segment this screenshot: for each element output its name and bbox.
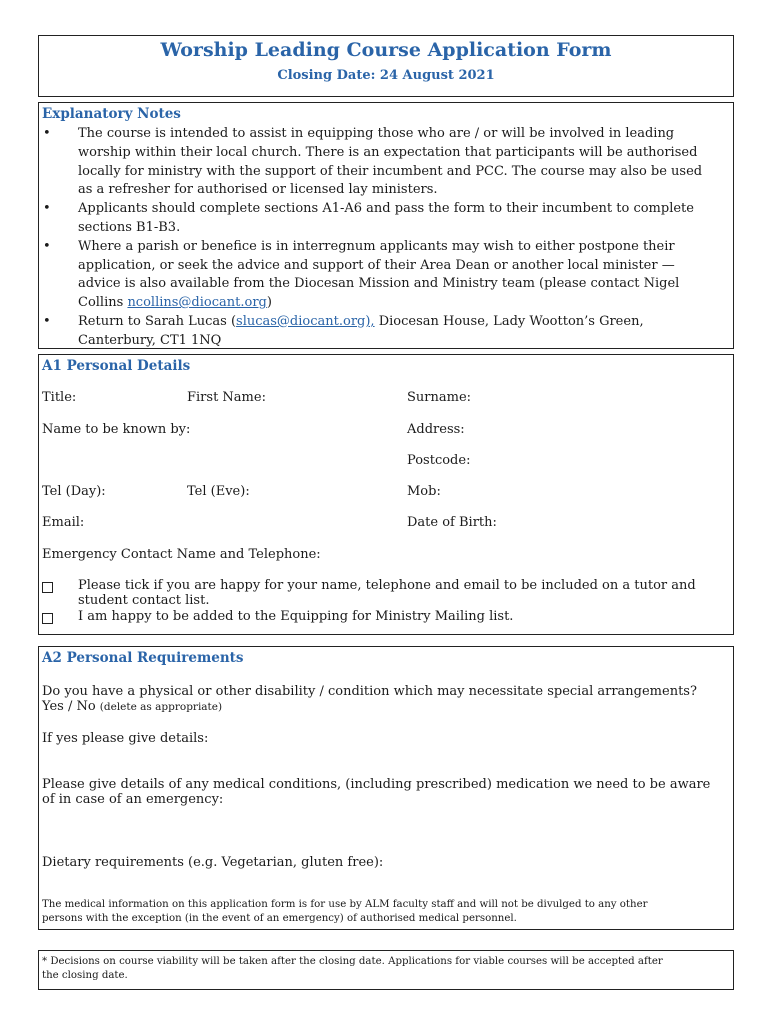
mailing-list-checkbox[interactable] <box>42 613 53 624</box>
mailing-list-label: I am happy to be added to the Equipping for Ministry Mailing list. <box>78 609 514 624</box>
list-item: • Return to Sarah Lucas (slucas@diocant.org), Diocesan House, Lady Wootton’s Green, Canterbury, CT1 1NQ <box>43 313 644 348</box>
personal-details-section <box>38 354 734 635</box>
tel-eve-field[interactable]: Tel (Eve): <box>187 484 250 499</box>
a1-heading: A1 Personal Details <box>42 358 191 374</box>
bullet-icon: • <box>43 313 51 329</box>
viability-note: * Decisions on course viability will be taken after the closing date. Applications for viable courses will be accepted after the closing date. <box>38 950 734 990</box>
bullet-icon: • <box>43 201 51 217</box>
known-by-field[interactable]: Name to be known by: <box>42 422 191 437</box>
personal-requirements-section <box>38 646 734 930</box>
dietary-requirements-field[interactable]: Dietary requirements (e.g. Vegetarian, gluten free): <box>42 855 384 870</box>
notes-list <box>39 125 729 351</box>
form-title: Worship Leading Course Application Form <box>160 39 612 61</box>
list-item: • The course is intended to assist in equipping those who are / or will be involved in leading worship within their local church. There is an expectation that participants will be authorised locally for ministry with the support of their incumbent and PCC. The course may also be used as a refresher for authorised or licensed lay ministers. <box>43 126 703 198</box>
a2-heading: A2 Personal Requirements <box>42 650 244 666</box>
yes-no-choice[interactable]: Yes / No <box>42 699 100 714</box>
dob-field[interactable]: Date of Birth: <box>407 515 497 530</box>
address-field[interactable]: Address: <box>407 422 465 437</box>
disability-details-field[interactable]: If yes please give details: <box>42 731 209 746</box>
medical-privacy-note: The medical information on this application form is for use by ALM faculty staff and will not be divulged to any other persons with the exception (in the event of an emergency) of authorised medical personnel. <box>42 899 648 924</box>
bullet-icon: • <box>43 238 51 254</box>
contact-list-checkbox[interactable] <box>42 582 53 593</box>
email-field[interactable]: Email: <box>42 515 85 530</box>
mob-field[interactable]: Mob: <box>407 484 441 499</box>
surname-field[interactable]: Surname: <box>407 390 472 405</box>
title-field[interactable]: Title: <box>42 390 77 405</box>
first-name-field[interactable]: First Name: <box>187 390 266 405</box>
emergency-contact-field[interactable]: Emergency Contact Name and Telephone: <box>42 547 321 562</box>
slucas-email-link[interactable]: slucas@diocant.org), <box>236 313 375 329</box>
bullet-icon: • <box>43 126 51 141</box>
postcode-field[interactable]: Postcode: <box>407 453 471 468</box>
list-item: • Where a parish or benefice is in interregnum applicants may wish to either postpone their application, or seek the advice and support of their Area Dean or another local minister — advice is also available from the Diocesan Mission and Ministry team (please contact Nigel Collins ncollins@diocant.org) <box>43 238 680 311</box>
list-item: • Applicants should complete sections A1-A6 and pass the form to their incumbent to complete sections B1-B3. <box>43 201 694 235</box>
contact-list-label: Please tick if you are happy for your name, telephone and email to be included on a tutor and student contact list. <box>78 578 696 608</box>
notes-heading: Explanatory Notes <box>42 106 181 122</box>
title-box <box>38 35 734 97</box>
medical-conditions-field[interactable]: Please give details of any medical conditions, (including prescribed) medication we need to be aware of in case of an emergency: <box>42 777 711 807</box>
disability-question: Do you have a physical or other disability / condition which may necessitate special arrangements? Yes / No (delete as appropriate) <box>42 684 697 714</box>
ncollins-email-link[interactable]: ncollins@diocant.org <box>127 295 267 311</box>
tel-day-field[interactable]: Tel (Day): <box>42 484 106 499</box>
explanatory-notes <box>38 102 734 349</box>
closing-date: Closing Date: 24 August 2021 <box>277 68 495 83</box>
